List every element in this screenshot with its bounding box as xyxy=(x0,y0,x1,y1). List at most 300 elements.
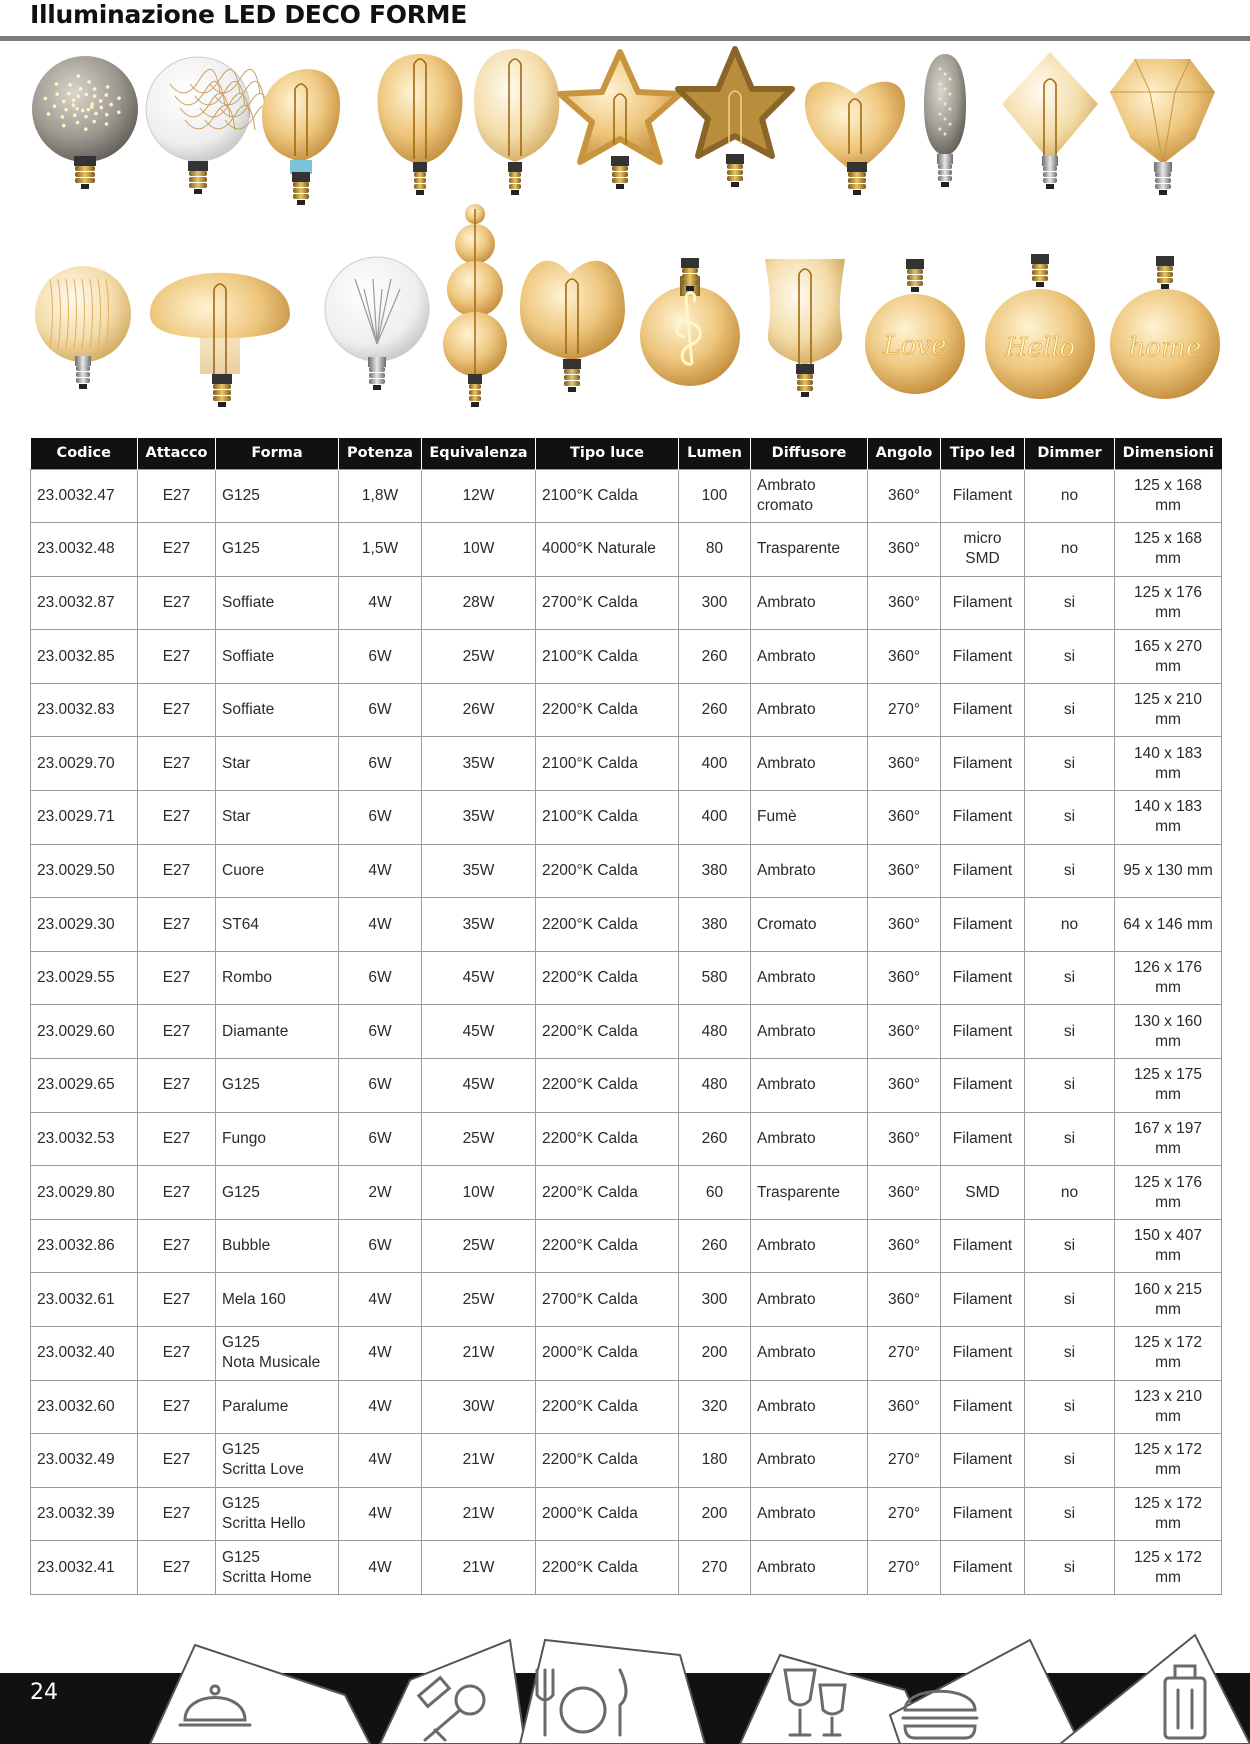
col-equivalenza-cell: 45W xyxy=(422,1005,536,1059)
col-lumen-cell: 260 xyxy=(679,683,751,737)
col-diffusore-cell: Trasparente xyxy=(751,1166,868,1220)
col-dimensioni-cell: 125 x 175 mm xyxy=(1115,1059,1222,1113)
col-codice-cell: 23.0032.83 xyxy=(31,683,138,737)
col-codice-cell: 23.0032.47 xyxy=(31,469,138,523)
col-tipo-luce-header: Tipo luce xyxy=(536,438,679,469)
col-dimensioni-cell: 140 x 183 mm xyxy=(1115,791,1222,845)
globe-clear-bulb xyxy=(146,57,275,194)
col-codice-cell: 23.0032.41 xyxy=(31,1541,138,1595)
col-potenza-cell: 4W xyxy=(339,898,422,952)
col-codice-cell: 23.0029.71 xyxy=(31,791,138,845)
col-tipo-led-cell: Filament xyxy=(941,844,1025,898)
col-tipo-luce-cell: 2700°K Calda xyxy=(536,1273,679,1327)
col-codice-cell: 23.0032.85 xyxy=(31,630,138,684)
col-lumen-cell: 380 xyxy=(679,844,751,898)
col-dimensioni-cell: 140 x 183 mm xyxy=(1115,737,1222,791)
col-equivalenza-cell: 21W xyxy=(422,1541,536,1595)
col-diffusore-cell: Ambrato xyxy=(751,951,868,1005)
col-forma-cell: G125 Scritta Hello xyxy=(216,1487,339,1541)
col-dimensioni-cell: 167 x 197 mm xyxy=(1115,1112,1222,1166)
col-codice-cell: 23.0032.48 xyxy=(31,523,138,577)
col-equivalenza-cell: 21W xyxy=(422,1487,536,1541)
col-potenza-cell: 6W xyxy=(339,1112,422,1166)
col-diffusore-cell: Ambrato xyxy=(751,737,868,791)
col-potenza-cell: 2W xyxy=(339,1166,422,1220)
col-tipo-luce-cell: 2200°K Calda xyxy=(536,683,679,737)
col-codice-cell: 23.0032.39 xyxy=(31,1487,138,1541)
soffiate-bulb-3 xyxy=(474,49,559,195)
col-forma-cell: Cuore xyxy=(216,844,339,898)
col-forma-cell: Paralume xyxy=(216,1380,339,1434)
col-dimensioni-cell: 125 x 176 mm xyxy=(1115,1166,1222,1220)
col-dimensioni-cell: 64 x 146 mm xyxy=(1115,898,1222,952)
col-potenza-cell: 4W xyxy=(339,1541,422,1595)
col-tipo-led-cell: Filament xyxy=(941,1059,1025,1113)
col-dimmer-cell: no xyxy=(1025,898,1115,952)
col-angolo-cell: 360° xyxy=(868,1219,941,1273)
col-tipo-led-cell: Filament xyxy=(941,951,1025,1005)
nota-musicale-bulb xyxy=(640,258,740,386)
col-potenza-cell: 4W xyxy=(339,1434,422,1488)
col-attacco-cell: E27 xyxy=(138,630,216,684)
col-diffusore-cell: Ambrato xyxy=(751,1541,868,1595)
col-dimensioni-cell: 95 x 130 mm xyxy=(1115,844,1222,898)
col-potenza-cell: 6W xyxy=(339,737,422,791)
col-equivalenza-cell: 30W xyxy=(422,1380,536,1434)
col-dimmer-cell: si xyxy=(1025,1541,1115,1595)
col-codice-cell: 23.0029.80 xyxy=(31,1166,138,1220)
table-row xyxy=(31,1327,1222,1381)
col-attacco-cell: E27 xyxy=(138,1005,216,1059)
col-codice-cell: 23.0032.40 xyxy=(31,1327,138,1381)
col-dimensioni-cell: 125 x 168 mm xyxy=(1115,523,1222,577)
col-codice-cell: 23.0029.65 xyxy=(31,1059,138,1113)
col-angolo-cell: 270° xyxy=(868,1434,941,1488)
g125-clear-smd-bulb xyxy=(325,257,429,390)
col-lumen-cell: 200 xyxy=(679,1327,751,1381)
col-potenza-cell: 4W xyxy=(339,1487,422,1541)
col-dimmer-cell: si xyxy=(1025,1112,1115,1166)
col-codice-cell: 23.0029.30 xyxy=(31,898,138,952)
g125-amber-bulb xyxy=(35,266,131,389)
col-tipo-luce-cell: 2200°K Calda xyxy=(536,1541,679,1595)
col-lumen-cell: 270 xyxy=(679,1541,751,1595)
col-dimmer-cell: no xyxy=(1025,469,1115,523)
col-codice-cell: 23.0029.50 xyxy=(31,844,138,898)
col-tipo-luce-cell: 2100°K Calda xyxy=(536,469,679,523)
table-row xyxy=(31,737,1222,791)
col-dimmer-cell: si xyxy=(1025,683,1115,737)
col-diffusore-cell: Ambrato cromato xyxy=(751,469,868,523)
col-tipo-led-cell: Filament xyxy=(941,898,1025,952)
col-tipo-luce-cell: 2200°K Calda xyxy=(536,898,679,952)
col-angolo-cell: 270° xyxy=(868,1487,941,1541)
table-row xyxy=(31,951,1222,1005)
col-equivalenza-cell: 21W xyxy=(422,1327,536,1381)
col-tipo-led-cell: Filament xyxy=(941,1219,1025,1273)
table-row xyxy=(31,523,1222,577)
col-tipo-led-cell: Filament xyxy=(941,1273,1025,1327)
col-attacco-cell: E27 xyxy=(138,951,216,1005)
col-lumen-cell: 260 xyxy=(679,630,751,684)
col-diffusore-cell: Ambrato xyxy=(751,1273,868,1327)
table-row xyxy=(31,469,1222,523)
col-attacco-header: Attacco xyxy=(138,438,216,469)
col-tipo-led-cell: Filament xyxy=(941,576,1025,630)
col-angolo-cell: 360° xyxy=(868,1112,941,1166)
col-forma-header: Forma xyxy=(216,438,339,469)
table-row xyxy=(31,630,1222,684)
col-angolo-cell: 270° xyxy=(868,683,941,737)
bulb-gallery xyxy=(0,44,1250,414)
fungo-bulb xyxy=(150,273,290,407)
col-diffusore-cell: Ambrato xyxy=(751,844,868,898)
col-tipo-led-cell: micro SMD xyxy=(941,523,1025,577)
col-forma-cell: Star xyxy=(216,737,339,791)
bulb-script-home: home xyxy=(1128,333,1202,363)
col-equivalenza-cell: 12W xyxy=(422,469,536,523)
col-attacco-cell: E27 xyxy=(138,791,216,845)
col-attacco-cell: E27 xyxy=(138,1487,216,1541)
col-dimmer-cell: si xyxy=(1025,1273,1115,1327)
bulb-script-hello: Hello xyxy=(1004,333,1076,363)
col-tipo-led-cell: Filament xyxy=(941,1380,1025,1434)
col-tipo-led-cell: Filament xyxy=(941,1112,1025,1166)
col-angolo-cell: 360° xyxy=(868,844,941,898)
col-dimmer-cell: si xyxy=(1025,951,1115,1005)
col-codice-cell: 23.0029.60 xyxy=(31,1005,138,1059)
col-dimensioni-cell: 125 x 168 mm xyxy=(1115,469,1222,523)
col-angolo-cell: 360° xyxy=(868,1273,941,1327)
col-dimmer-cell: si xyxy=(1025,1487,1115,1541)
col-diffusore-cell: Cromato xyxy=(751,898,868,952)
col-angolo-cell: 360° xyxy=(868,630,941,684)
col-attacco-cell: E27 xyxy=(138,576,216,630)
col-attacco-cell: E27 xyxy=(138,1273,216,1327)
heart-bulb xyxy=(805,82,905,195)
col-equivalenza-cell: 25W xyxy=(422,1273,536,1327)
col-tipo-luce-cell: 2200°K Calda xyxy=(536,844,679,898)
col-dimensioni-cell: 160 x 215 mm xyxy=(1115,1273,1222,1327)
col-lumen-cell: 260 xyxy=(679,1219,751,1273)
col-angolo-cell: 360° xyxy=(868,898,941,952)
table-row xyxy=(31,1487,1222,1541)
col-forma-cell: Soffiate xyxy=(216,576,339,630)
table-row xyxy=(31,1434,1222,1488)
col-dimmer-cell: si xyxy=(1025,737,1115,791)
home-bulb xyxy=(1110,256,1220,399)
col-tipo-luce-cell: 2100°K Calda xyxy=(536,791,679,845)
col-equivalenza-cell: 45W xyxy=(422,1059,536,1113)
table-row xyxy=(31,683,1222,737)
col-dimensioni-cell: 150 x 407 mm xyxy=(1115,1219,1222,1273)
table-row xyxy=(31,1219,1222,1273)
col-codice-header: Codice xyxy=(31,438,138,469)
col-diffusore-cell: Ambrato xyxy=(751,1380,868,1434)
col-forma-cell: G125 xyxy=(216,523,339,577)
globe-chrome-bulb xyxy=(32,56,138,189)
col-dimmer-cell: si xyxy=(1025,1380,1115,1434)
col-lumen-cell: 260 xyxy=(679,1112,751,1166)
col-codice-cell: 23.0029.70 xyxy=(31,737,138,791)
col-angolo-cell: 360° xyxy=(868,576,941,630)
col-lumen-cell: 580 xyxy=(679,951,751,1005)
col-codice-cell: 23.0032.60 xyxy=(31,1380,138,1434)
col-forma-cell: Soffiate xyxy=(216,630,339,684)
col-angolo-cell: 270° xyxy=(868,1327,941,1381)
love-bulb xyxy=(865,259,965,394)
col-diffusore-cell: Ambrato xyxy=(751,1487,868,1541)
col-tipo-luce-cell: 2200°K Calda xyxy=(536,1380,679,1434)
col-lumen-cell: 300 xyxy=(679,1273,751,1327)
col-tipo-led-cell: Filament xyxy=(941,737,1025,791)
col-lumen-cell: 100 xyxy=(679,469,751,523)
col-forma-cell: G125 xyxy=(216,469,339,523)
col-lumen-cell: 180 xyxy=(679,1434,751,1488)
bubble-bulb xyxy=(443,204,507,407)
col-attacco-cell: E27 xyxy=(138,898,216,952)
col-angolo-cell: 360° xyxy=(868,469,941,523)
col-forma-cell: G125 xyxy=(216,1059,339,1113)
col-equivalenza-cell: 10W xyxy=(422,523,536,577)
col-dimmer-header: Dimmer xyxy=(1025,438,1115,469)
col-tipo-led-cell: Filament xyxy=(941,1487,1025,1541)
col-codice-cell: 23.0032.87 xyxy=(31,576,138,630)
col-equivalenza-cell: 35W xyxy=(422,898,536,952)
table-row xyxy=(31,791,1222,845)
col-attacco-cell: E27 xyxy=(138,1166,216,1220)
col-angolo-cell: 360° xyxy=(868,791,941,845)
col-forma-cell: Soffiate xyxy=(216,683,339,737)
col-forma-cell: Star xyxy=(216,791,339,845)
col-diffusore-cell: Ambrato xyxy=(751,683,868,737)
col-forma-cell: G125 Scritta Love xyxy=(216,1434,339,1488)
col-tipo-luce-cell: 2000°K Calda xyxy=(536,1327,679,1381)
col-tipo-luce-cell: 2200°K Calda xyxy=(536,1219,679,1273)
col-diffusore-header: Diffusore xyxy=(751,438,868,469)
col-diffusore-cell: Ambrato xyxy=(751,1327,868,1381)
col-angolo-cell: 360° xyxy=(868,1380,941,1434)
col-tipo-luce-cell: 2700°K Calda xyxy=(536,576,679,630)
col-lumen-cell: 320 xyxy=(679,1380,751,1434)
col-forma-cell: Bubble xyxy=(216,1219,339,1273)
col-dimmer-cell: si xyxy=(1025,844,1115,898)
col-dimmer-cell: si xyxy=(1025,1434,1115,1488)
col-lumen-cell: 480 xyxy=(679,1059,751,1113)
col-lumen-cell: 400 xyxy=(679,791,751,845)
col-tipo-luce-cell: 2200°K Calda xyxy=(536,1005,679,1059)
col-tipo-luce-cell: 2200°K Calda xyxy=(536,1059,679,1113)
soffiate-bulb-2 xyxy=(378,54,463,195)
table-row xyxy=(31,844,1222,898)
col-dimmer-cell: no xyxy=(1025,523,1115,577)
col-equivalenza-cell: 28W xyxy=(422,576,536,630)
col-equivalenza-cell: 10W xyxy=(422,1166,536,1220)
col-potenza-cell: 6W xyxy=(339,630,422,684)
col-angolo-cell: 360° xyxy=(868,737,941,791)
col-equivalenza-cell: 35W xyxy=(422,737,536,791)
col-diffusore-cell: Trasparente xyxy=(751,523,868,577)
col-tipo-led-cell: Filament xyxy=(941,1541,1025,1595)
col-dimensioni-header: Dimensioni xyxy=(1115,438,1222,469)
col-angolo-cell: 360° xyxy=(868,1166,941,1220)
col-dimensioni-cell: 125 x 176 mm xyxy=(1115,576,1222,630)
col-forma-cell: Fungo xyxy=(216,1112,339,1166)
table-header-row xyxy=(31,438,1222,469)
paralume-bulb xyxy=(765,259,845,397)
col-potenza-cell: 6W xyxy=(339,951,422,1005)
col-forma-cell: G125 Scritta Home xyxy=(216,1541,339,1595)
table-row xyxy=(31,1380,1222,1434)
col-tipo-luce-cell: 2000°K Calda xyxy=(536,1487,679,1541)
col-equivalenza-cell: 35W xyxy=(422,844,536,898)
col-angolo-header: Angolo xyxy=(868,438,941,469)
col-tipo-luce-cell: 2200°K Calda xyxy=(536,1112,679,1166)
table-row xyxy=(31,1541,1222,1595)
col-forma-cell: Mela 160 xyxy=(216,1273,339,1327)
col-potenza-cell: 1,5W xyxy=(339,523,422,577)
table-row xyxy=(31,1005,1222,1059)
col-angolo-cell: 270° xyxy=(868,1541,941,1595)
col-equivalenza-cell: 26W xyxy=(422,683,536,737)
col-codice-cell: 23.0032.53 xyxy=(31,1112,138,1166)
col-lumen-cell: 400 xyxy=(679,737,751,791)
col-diffusore-cell: Ambrato xyxy=(751,630,868,684)
col-dimmer-cell: si xyxy=(1025,576,1115,630)
star-amber-bulb xyxy=(560,52,680,189)
col-potenza-cell: 4W xyxy=(339,1327,422,1381)
col-dimensioni-cell: 125 x 172 mm xyxy=(1115,1487,1222,1541)
col-angolo-cell: 360° xyxy=(868,1059,941,1113)
table-row xyxy=(31,1112,1222,1166)
table-row xyxy=(31,576,1222,630)
col-dimensioni-cell: 125 x 210 mm xyxy=(1115,683,1222,737)
col-forma-cell: G125 Nota Musicale xyxy=(216,1327,339,1381)
col-dimensioni-cell: 125 x 172 mm xyxy=(1115,1327,1222,1381)
col-potenza-cell: 4W xyxy=(339,576,422,630)
col-equivalenza-cell: 35W xyxy=(422,791,536,845)
col-tipo-luce-cell: 2100°K Calda xyxy=(536,630,679,684)
table-row xyxy=(31,898,1222,952)
col-lumen-cell: 480 xyxy=(679,1005,751,1059)
col-potenza-cell: 6W xyxy=(339,1059,422,1113)
mela-bulb xyxy=(520,261,625,392)
col-codice-cell: 23.0032.49 xyxy=(31,1434,138,1488)
star-smoke-bulb xyxy=(678,49,792,187)
col-diffusore-cell: Ambrato xyxy=(751,1434,868,1488)
diamante-bulb xyxy=(1110,59,1215,195)
col-dimensioni-cell: 123 x 210 mm xyxy=(1115,1380,1222,1434)
col-attacco-cell: E27 xyxy=(138,1380,216,1434)
col-attacco-cell: E27 xyxy=(138,1327,216,1381)
col-potenza-cell: 6W xyxy=(339,1005,422,1059)
col-potenza-cell: 1,8W xyxy=(339,469,422,523)
col-lumen-cell: 200 xyxy=(679,1487,751,1541)
hello-bulb xyxy=(985,254,1095,399)
col-dimmer-cell: si xyxy=(1025,1059,1115,1113)
col-dimmer-cell: no xyxy=(1025,1166,1115,1220)
col-dimmer-cell: si xyxy=(1025,1005,1115,1059)
col-lumen-cell: 300 xyxy=(679,576,751,630)
col-angolo-cell: 360° xyxy=(868,1005,941,1059)
col-attacco-cell: E27 xyxy=(138,1219,216,1273)
col-potenza-header: Potenza xyxy=(339,438,422,469)
col-angolo-cell: 360° xyxy=(868,951,941,1005)
col-potenza-cell: 6W xyxy=(339,683,422,737)
col-equivalenza-header: Equivalenza xyxy=(422,438,536,469)
col-tipo-led-cell: Filament xyxy=(941,683,1025,737)
col-diffusore-cell: Ambrato xyxy=(751,1112,868,1166)
col-potenza-cell: 6W xyxy=(339,791,422,845)
col-potenza-cell: 4W xyxy=(339,1273,422,1327)
col-equivalenza-cell: 45W xyxy=(422,951,536,1005)
col-dimmer-cell: si xyxy=(1025,1327,1115,1381)
col-angolo-cell: 360° xyxy=(868,523,941,577)
col-tipo-luce-cell: 2200°K Calda xyxy=(536,951,679,1005)
col-potenza-cell: 4W xyxy=(339,844,422,898)
col-lumen-header: Lumen xyxy=(679,438,751,469)
col-dimmer-cell: si xyxy=(1025,1219,1115,1273)
col-equivalenza-cell: 25W xyxy=(422,630,536,684)
col-forma-cell: ST64 xyxy=(216,898,339,952)
col-equivalenza-cell: 21W xyxy=(422,1434,536,1488)
col-tipo-luce-cell: 2200°K Calda xyxy=(536,1166,679,1220)
table-row xyxy=(31,1166,1222,1220)
col-dimmer-cell: si xyxy=(1025,630,1115,684)
bulb-script-love: Love xyxy=(883,331,947,361)
col-diffusore-cell: Fumè xyxy=(751,791,868,845)
product-table xyxy=(30,438,1222,1595)
col-attacco-cell: E27 xyxy=(138,844,216,898)
col-diffusore-cell: Ambrato xyxy=(751,576,868,630)
col-attacco-cell: E27 xyxy=(138,469,216,523)
col-tipo-led-cell: Filament xyxy=(941,1327,1025,1381)
col-forma-cell: Diamante xyxy=(216,1005,339,1059)
soffiate-bulb-1 xyxy=(262,69,340,205)
col-dimensioni-cell: 126 x 176 mm xyxy=(1115,951,1222,1005)
col-forma-cell: Rombo xyxy=(216,951,339,1005)
col-potenza-cell: 6W xyxy=(339,1219,422,1273)
st64-bulb xyxy=(924,54,966,187)
col-tipo-led-cell: Filament xyxy=(941,791,1025,845)
col-attacco-cell: E27 xyxy=(138,1541,216,1595)
col-equivalenza-cell: 25W xyxy=(422,1219,536,1273)
col-attacco-cell: E27 xyxy=(138,1112,216,1166)
col-tipo-led-cell: Filament xyxy=(941,469,1025,523)
col-tipo-led-header: Tipo led xyxy=(941,438,1025,469)
page-number: 24 xyxy=(30,1680,58,1705)
col-dimensioni-cell: 125 x 172 mm xyxy=(1115,1434,1222,1488)
col-dimensioni-cell: 165 x 270 mm xyxy=(1115,630,1222,684)
col-diffusore-cell: Ambrato xyxy=(751,1059,868,1113)
col-forma-cell: G125 xyxy=(216,1166,339,1220)
col-attacco-cell: E27 xyxy=(138,737,216,791)
col-attacco-cell: E27 xyxy=(138,1059,216,1113)
col-diffusore-cell: Ambrato xyxy=(751,1219,868,1273)
col-lumen-cell: 60 xyxy=(679,1166,751,1220)
col-codice-cell: 23.0032.61 xyxy=(31,1273,138,1327)
col-dimensioni-cell: 125 x 172 mm xyxy=(1115,1541,1222,1595)
col-tipo-luce-cell: 2100°K Calda xyxy=(536,737,679,791)
col-attacco-cell: E27 xyxy=(138,683,216,737)
col-dimensioni-cell: 130 x 160 mm xyxy=(1115,1005,1222,1059)
rombo-bulb xyxy=(1002,52,1098,189)
col-tipo-led-cell: Filament xyxy=(941,1434,1025,1488)
col-lumen-cell: 380 xyxy=(679,898,751,952)
col-attacco-cell: E27 xyxy=(138,523,216,577)
col-lumen-cell: 80 xyxy=(679,523,751,577)
col-codice-cell: 23.0029.55 xyxy=(31,951,138,1005)
